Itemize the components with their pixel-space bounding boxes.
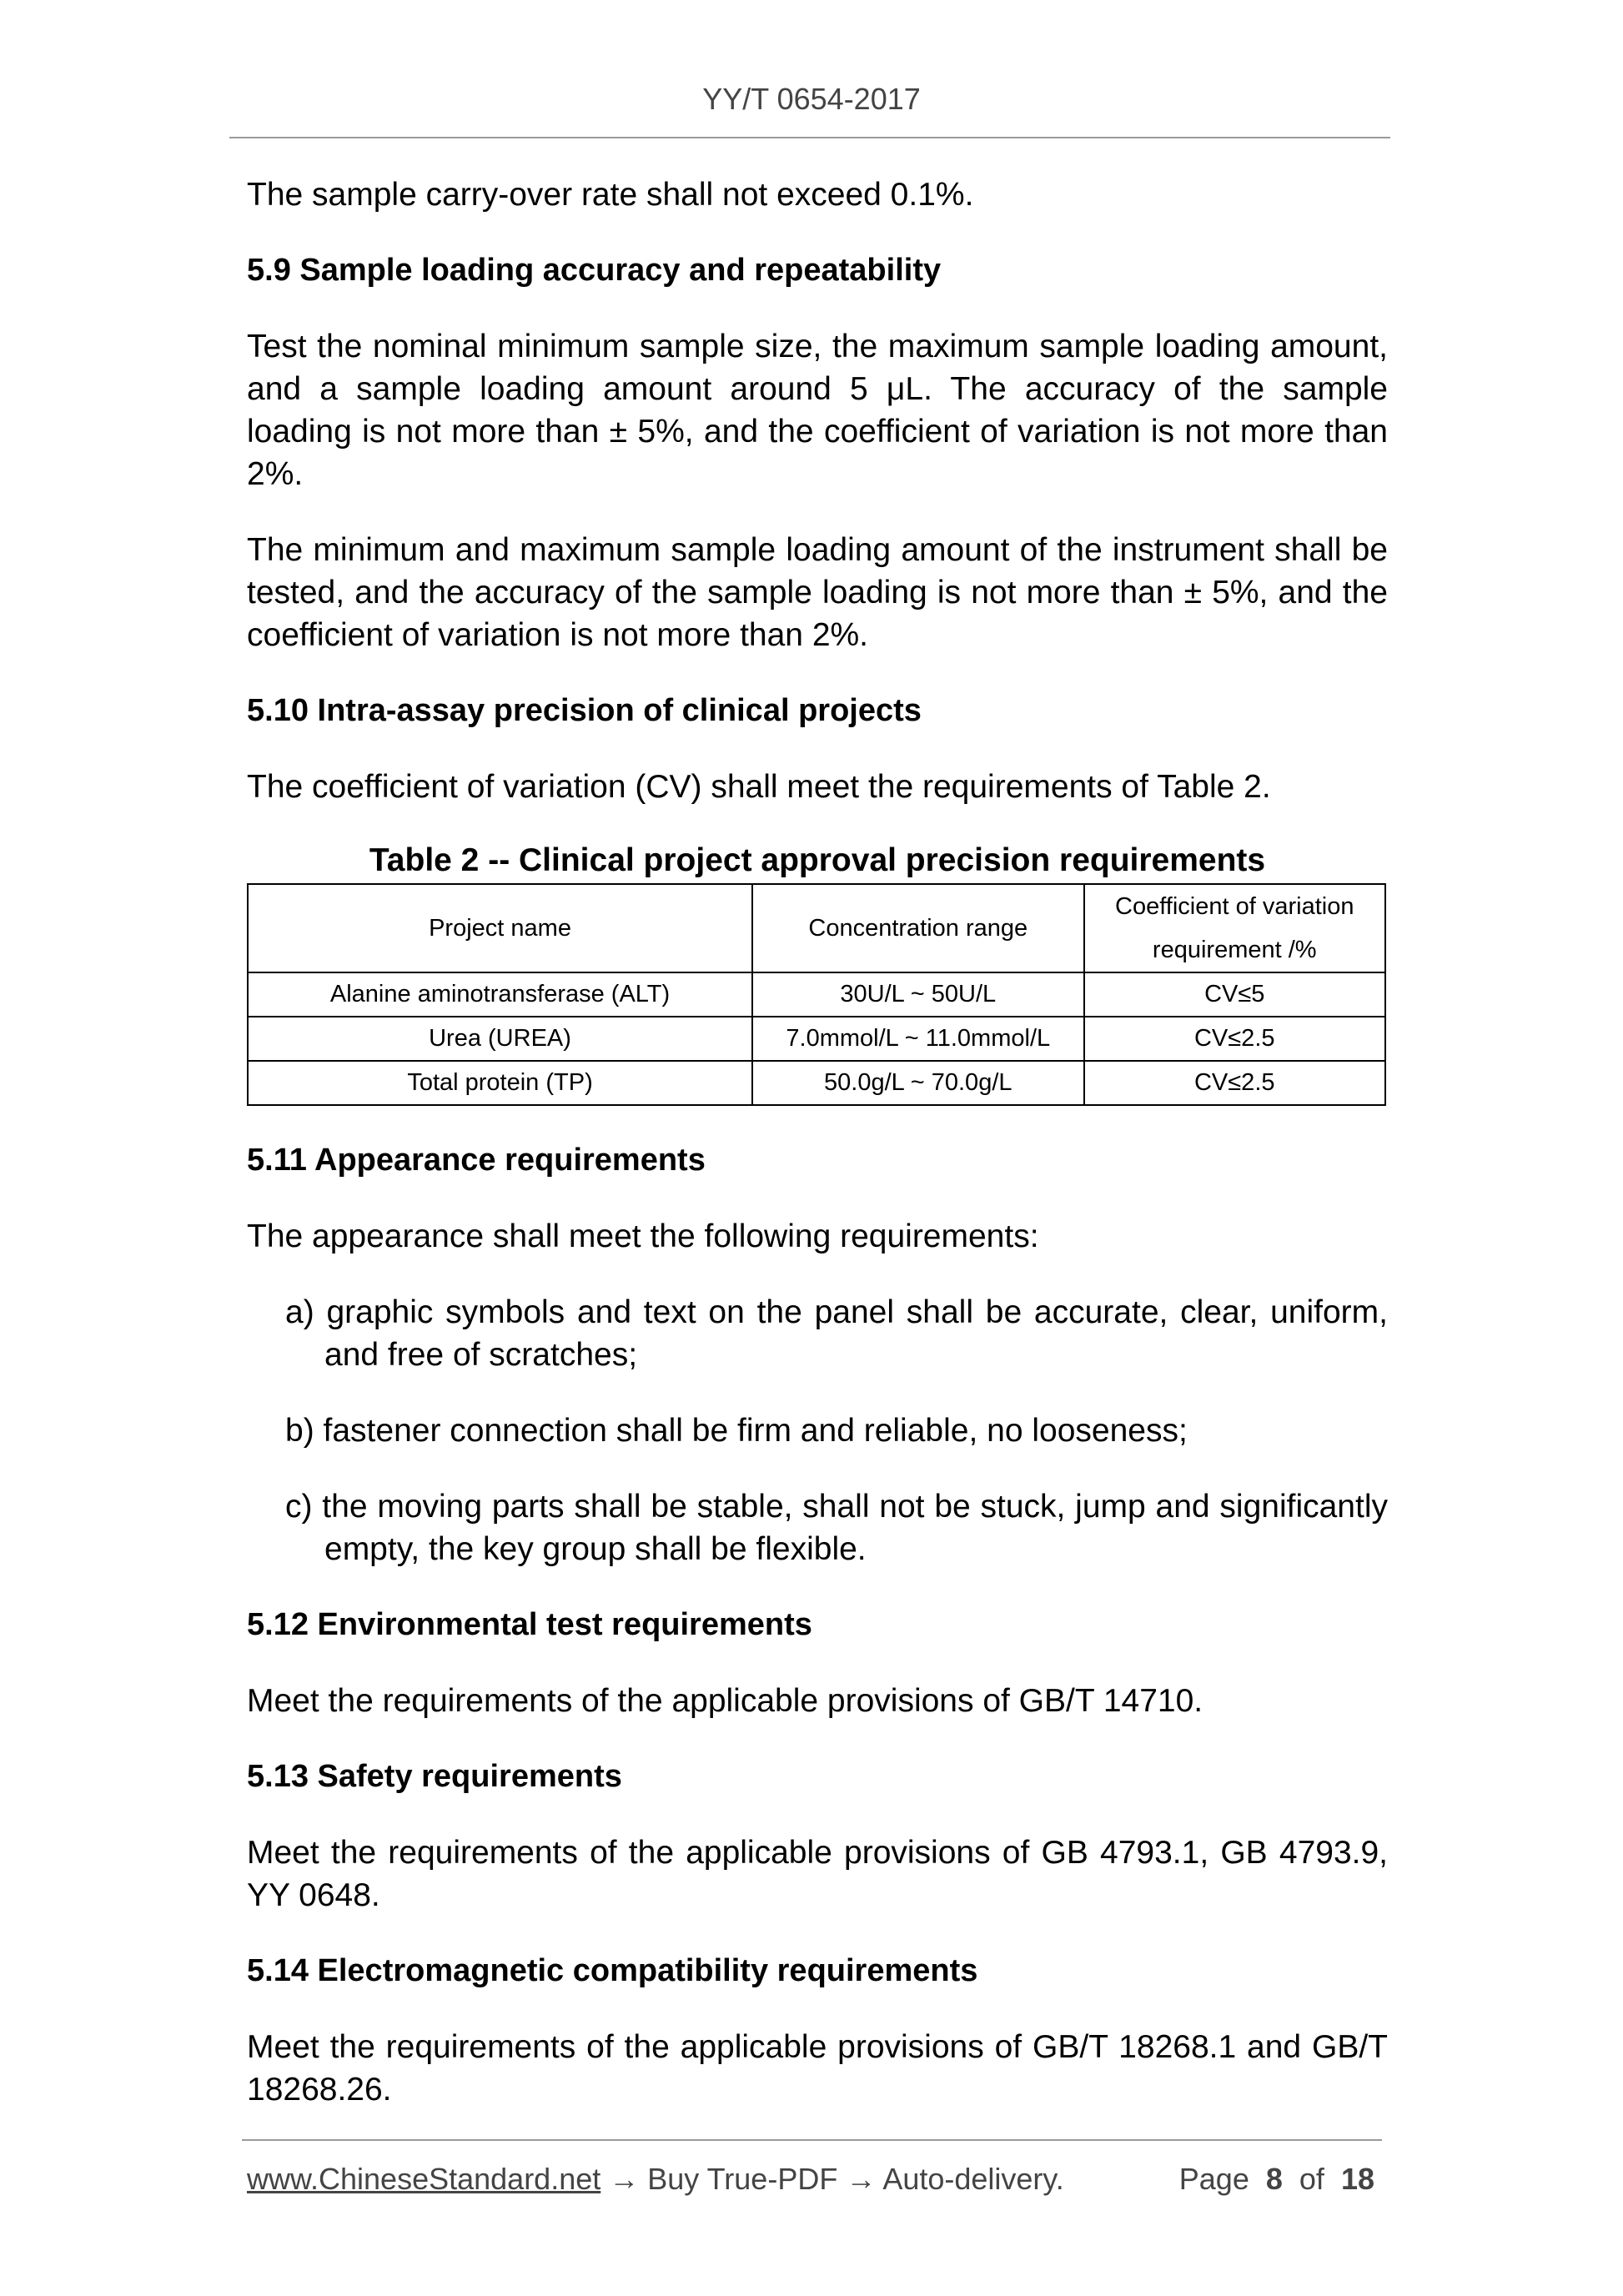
header-divider — [229, 137, 1390, 138]
table-cell: Total protein (TP) — [248, 1061, 752, 1105]
table-2 — [247, 883, 1386, 1106]
table-cell: 30U/L ~ 50U/L — [752, 972, 1083, 1017]
footer-divider — [242, 2139, 1382, 2141]
column-header: Project name — [248, 884, 752, 972]
carryover-text: The sample carry-over rate shall not exceed 0.1%. — [247, 177, 974, 213]
table-cell: CV≤2.5 — [1084, 1017, 1386, 1061]
page-number: 8 — [1265, 2162, 1283, 2196]
section-5-11-heading: 5.11 Appearance requirements — [247, 1143, 706, 1178]
table-cell: CV≤2.5 — [1084, 1061, 1386, 1105]
table-row — [248, 1017, 1385, 1061]
table-cell: 7.0mmol/L ~ 11.0mmol/L — [752, 1017, 1083, 1061]
site-link[interactable]: www.ChineseStandard.net — [247, 2162, 601, 2196]
page-indicator — [1179, 2162, 1374, 2197]
section-5-13-heading: 5.13 Safety requirements — [247, 1759, 622, 1794]
table-cell: 50.0g/L ~ 70.0g/L — [752, 1061, 1083, 1105]
section-5-12-heading: 5.12 Environmental test requirements — [247, 1607, 812, 1642]
page-content — [247, 173, 1388, 2111]
section-5-9-paragraph-2: The minimum and maximum sample loading amount of the instrument shall be tested, and the accuracy of the sample loading is not more than ± 5%, and the coefficient of variation is not more than 2%. — [247, 532, 1388, 653]
footer-promo — [247, 2162, 1064, 2197]
table-2-title: Table 2 -- Clinical project approval precision requirements — [369, 842, 1266, 878]
list-item: b) fastener connection shall be firm and reliable, no looseness; — [285, 1413, 1188, 1449]
section-5-9-heading: 5.9 Sample loading accuracy and repeatability — [247, 253, 942, 288]
section-5-11-paragraph: The appearance shall meet the following requirements: — [247, 1218, 1039, 1254]
table-cell: Alanine aminotransferase (ALT) — [248, 972, 752, 1017]
section-5-14-paragraph: Meet the requirements of the applicable provisions of GB/T 18268.1 and GB/T 18268.26. — [247, 2029, 1388, 2108]
section-5-12-paragraph: Meet the requirements of the applicable provisions of GB/T 14710. — [247, 1683, 1203, 1719]
table-cell: CV≤5 — [1084, 972, 1386, 1017]
running-header: YY/T 0654-2017 — [702, 82, 921, 116]
page-total: 18 — [1340, 2162, 1374, 2196]
promo-text: → Buy True-PDF → Auto-delivery. — [600, 2162, 1064, 2196]
table-row — [248, 1061, 1385, 1105]
column-header: Concentration range — [752, 884, 1083, 972]
page-footer — [247, 2162, 1381, 2202]
table-cell: Urea (UREA) — [248, 1017, 752, 1061]
section-5-14-heading: 5.14 Electromagnetic compatibility requirements — [247, 1953, 978, 1988]
section-5-9-paragraph-1: Test the nominal minimum sample size, the maximum sample loading amount, and a sample loading amount around 5 μL. The accuracy of the sample loading is not more than ± 5%, and the coefficient of variation is not more than 2%. — [247, 329, 1388, 492]
section-5-10-heading: 5.10 Intra-assay precision of clinical projects — [247, 693, 922, 728]
page-label: Page — [1178, 2162, 1249, 2196]
table-row — [248, 972, 1385, 1017]
list-item: a) graphic symbols and text on the panel shall be accurate, clear, uniform, and free of scratches; — [285, 1294, 1388, 1373]
appearance-list — [247, 1291, 1388, 1570]
column-header: Coefficient of variation requirement /% — [1084, 884, 1386, 972]
section-5-10-paragraph: The coefficient of variation (CV) shall meet the requirements of Table 2. — [247, 769, 1271, 805]
of-label: of — [1299, 2162, 1324, 2196]
list-item: c) the moving parts shall be stable, shall not be stuck, jump and significantly empty, the key group shall be flexible. — [285, 1489, 1388, 1567]
table-header-row — [248, 884, 1385, 972]
section-5-13-paragraph: Meet the requirements of the applicable provisions of GB 4793.1, GB 4793.9, YY 0648. — [247, 1835, 1388, 1913]
